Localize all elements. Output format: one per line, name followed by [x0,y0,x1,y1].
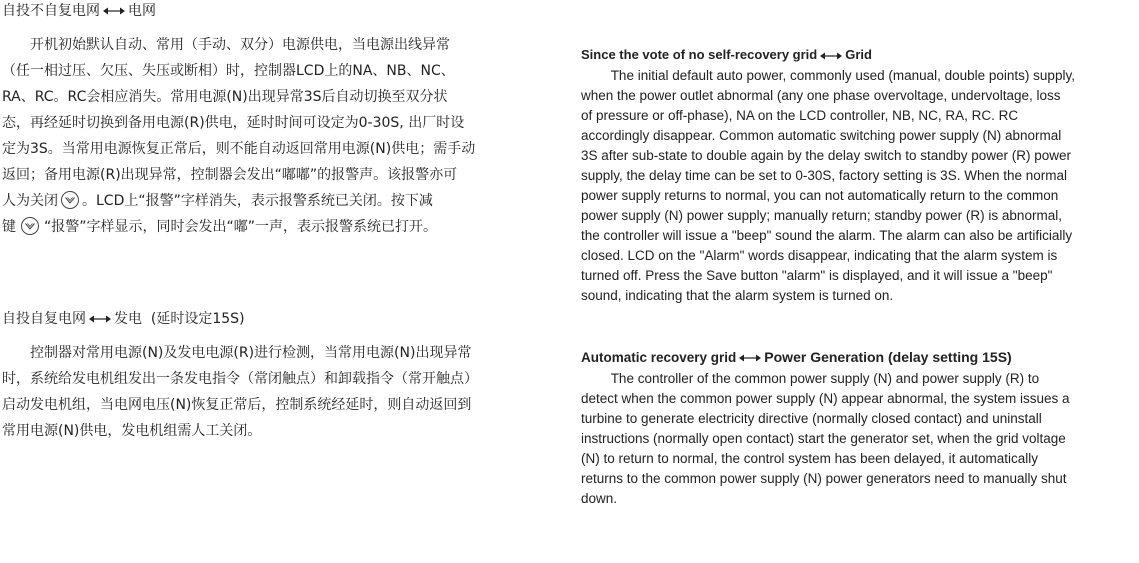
cn-s2-line1: 控制器对常用电源(N)及发电电源(R)进行检测，当常用电源(N)出现异常 [30,345,472,361]
double-arrow-icon [89,314,111,324]
cn-s1-line5: 定为3S。当常用电源恢复正常后，则不能自动返回常用电源(N)供电；需手动 [2,141,476,157]
en-s2-line: instructions (normally open contact) start the generator set, when the grid voltage [581,431,1066,446]
cn-s1-line4: 态，再经延时切换到备用电源(R)供电，延时时间可设定为0-30S, 出厂时设 [2,115,465,131]
cn-section1-body [2,32,522,240]
en-s2-line: returns to the common power supply (N) power generators need to manually shut [581,471,1067,486]
chinese-column [2,0,522,444]
en-s2-line: (N) to return to normal, the control system has been delayed, it automatically [581,451,1038,466]
en-s1-line: supply, the delay time can be set to 0-30S, factory setting is 3S. When the normal [581,168,1067,183]
en-s1-line: power supply returns to normal, you can not automatically return to the common [581,188,1059,203]
cn-s2-line2: 时，系统给发电机组发出一条发电指令（常闭触点）和卸载指令（常开触点） [2,371,478,387]
cn-section1-title [2,0,522,22]
en-s2-line: The controller of the common power supply (N) and power supply (R) to [610,371,1040,386]
en-section1-title [581,44,1111,66]
cn-section1-title-b: 电网 [128,3,156,19]
en-s1-line: The initial default auto power, commonly used (manual, double points) supply, [610,68,1075,83]
cn-section2-title-c: (延时设定15S) [150,311,245,327]
en-section1-title-b: Grid [845,47,872,62]
en-section2-title-b: Power Generation (delay setting 15S) [764,349,1012,365]
cn-s1-line3: RA、RC。RC会相应消失。常用电源(N)出现异常3S后自动切换至双分状 [2,89,448,105]
cn-section2-body [2,340,522,444]
en-s1-line: 3S after sub-state to double again by the delay switch to standby power (R) power [581,148,1072,163]
en-section1-body [581,66,1111,306]
cn-s1-line2: （任一相过压、欠压、失压或断相）时，控制器LCD上的NA、NB、NC、 [2,63,455,79]
en-s2-line: detect when the common power supply (N) appear abnormal, the system issues a [581,391,1070,406]
en-section2-title [581,346,1111,369]
cn-s1-line7a: 人为关闭 [2,193,58,209]
en-s1-line: when the power outlet abnormal (any one phase overvoltage, undervoltage, loss [581,88,1061,103]
cn-s1-line1: 开机初始默认自动、常用（手动、双分）电源供电，当电源出线异常 [30,37,450,53]
cn-s2-line3: 启动发电机组，当电网电压(N)恢复正常后，控制系统经延时，则自动返回到 [2,397,472,413]
cn-s2-line4: 常用电源(N)供电，发电机组需人工关闭。 [2,423,262,439]
cn-s1-line8a: 键 [2,219,16,235]
en-s2-line: down. [581,491,618,506]
en-s1-line: accordingly disappear. Common automatic switching power supply (N) abnormal [581,128,1062,143]
en-s1-line: sound, indicating that the alarm system is turned on. [581,288,894,303]
cn-section1-title-a: 自投不自复电网 [2,3,100,19]
cn-s1-line6: 返回；备用电源(R)出现异常，控制器会发出“嘟嘟”的报警声。该报警亦可 [2,167,458,183]
double-arrow-icon [103,6,125,16]
en-s2-line: turbine to generate electricity directive (normally closed contact) and uninstall [581,411,1042,426]
en-s1-line: the controller will issue a "beep" sound the alarm. The alarm can also be artificially [581,228,1073,243]
en-s1-line: power supply (N) power supply; manually return; standby power (R) is abnormal, [581,208,1062,223]
en-section1-title-a: Since the vote of no self-recovery grid [581,47,818,62]
english-column [581,44,1111,509]
en-s1-line: of pressure or off-phase), NA on the LCD controller, NB, NC, RA, RC. RC [581,108,1019,123]
double-arrow-icon [820,51,842,61]
cn-section2-title-a: 自投自复电网 [2,311,86,327]
en-s1-line: turned off. Press the Save button "alarm" is displayed, and it will issue a "beep" [581,268,1053,283]
en-s1-line: closed. LCD on the "Alarm" words disappear, indicating that the alarm system is [581,248,1058,263]
chevron-down-circle-icon [60,190,80,210]
cn-s1-line8 [2,214,522,240]
cn-s1-line7b: 。LCD上“报警”字样消失，表示报警系统已关闭。按下减 [82,193,433,209]
cn-section2-title [2,308,522,330]
cn-s1-line7 [2,188,522,214]
cn-section2-title-b: 发电 [114,311,142,327]
en-section2-body [581,369,1111,509]
double-arrow-icon [739,353,761,363]
en-section2-title-a: Automatic recovery grid [581,350,737,365]
cn-s1-line8b: “报警”字样显示，同时会发出“嘟”一声，表示报警系统已打开。 [44,219,438,235]
chevron-down-circle-icon [20,216,40,236]
